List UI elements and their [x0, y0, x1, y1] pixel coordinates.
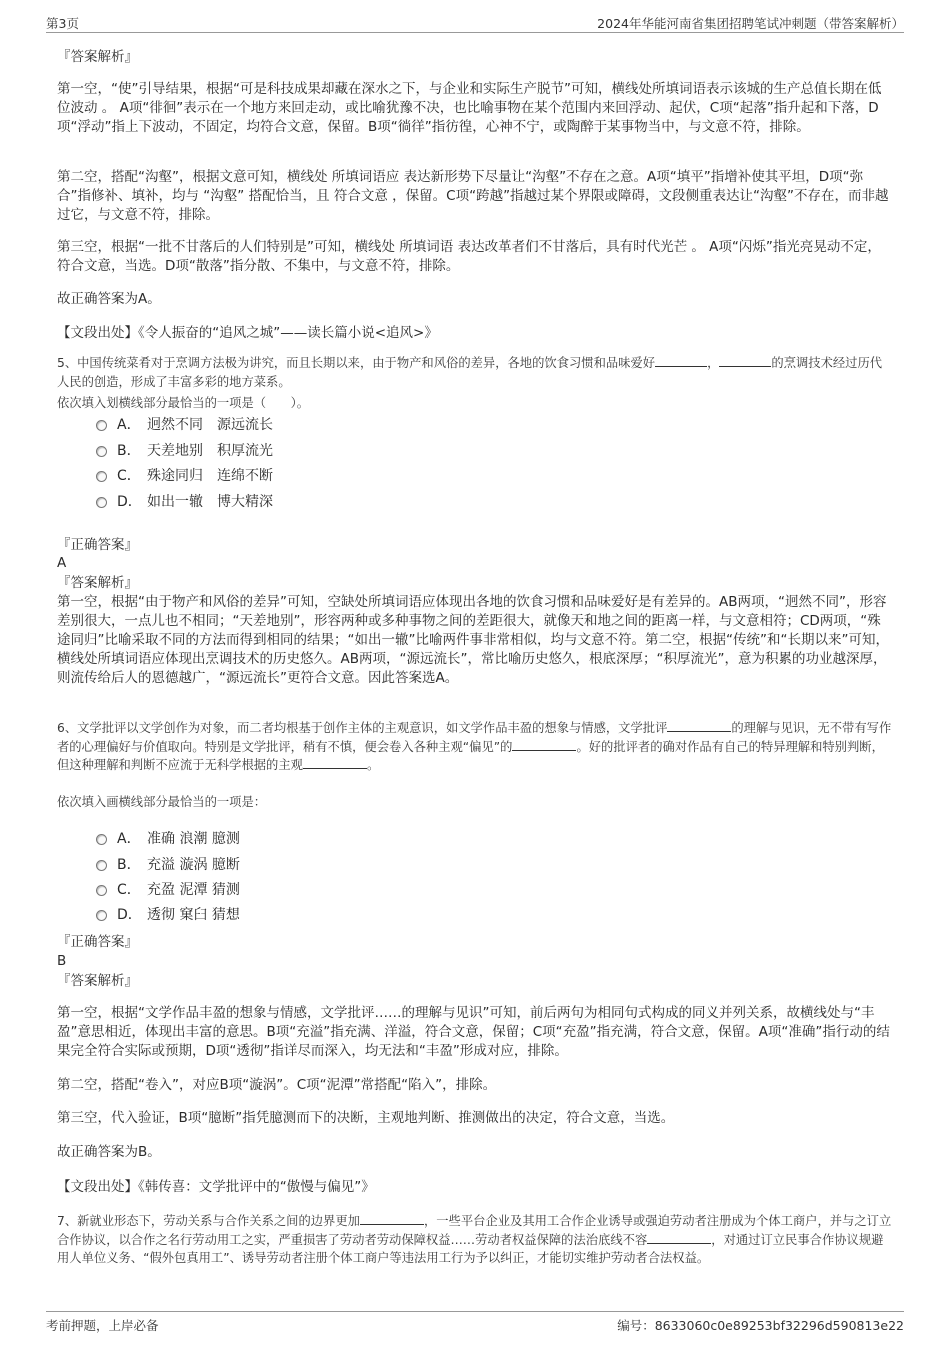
- q6-stem: 6、文学批评以文学创作为对象，而二者均根基于创作主体的主观意识，如文学作品丰盈的想象与情感，文学批评 的理解与见识，无不带有写作者的心理偏好与价值取向。特别是文学批评，稍有不慎，便会卷入各种主观“偏见”的 。好的批评者的确对作品有自己的特异理解和特别判断，但这种理解和判断不应流于无科学根据的主观 。: [57, 721, 892, 772]
- q6-option-a[interactable]: A． 准确 浪潮 臆测: [96, 829, 240, 849]
- radio-icon[interactable]: [96, 471, 107, 482]
- q5-stem: 5、中国传统菜肴对于烹调方法极为讲究，而且长期以来，由于物产和风俗的差异，各地的饮食习惯和品味爱好 ， 的烹调技术经过历代人民的创造，形成了丰富多彩的地方菜系。: [57, 356, 883, 389]
- q5-correct-answer: A: [57, 555, 67, 571]
- q5-correct-label: 『正确答案』: [57, 537, 138, 553]
- radio-icon[interactable]: [96, 446, 107, 457]
- q6-correct-label: 『正确答案』: [57, 934, 138, 950]
- radio-icon[interactable]: [96, 420, 107, 431]
- q5-option-a[interactable]: A． 迥然不同 源远流长: [96, 415, 273, 435]
- q5-analysis-label: 『答案解析』: [57, 575, 138, 591]
- page-header: [46, 12, 904, 33]
- blank: [303, 756, 367, 769]
- q5-option-c[interactable]: C． 殊途同归 连绵不断: [96, 466, 273, 486]
- q4-analysis-label: 『答案解析』: [57, 49, 138, 65]
- blank: [667, 719, 731, 732]
- q6-option-d[interactable]: D． 透彻 窠臼 猜想: [96, 905, 240, 925]
- q6-source: 【文段出处】《韩传喜：文学批评中的“傲慢与偏见”》: [57, 1179, 375, 1195]
- footer-serial: 编号：8633060c0e89253bf32296d590813e22: [617, 1318, 904, 1333]
- q6-analysis-p1: 第一空，根据“文学作品丰盈的想象与情感，文学批评……的理解与见识”可知，前后两句为相同句式构成的同义并列关系，故横线处与“丰盈”意思相近，体现出丰富的意思。B项“充溢”指充满、洋溢，符合文意，保留；C项“充盈”指充满，符合文意，保留。A项“准确”指行动的结果完全符合实际或预期，D项“透彻”指详尽而深入，均无法和“丰盈”形成对应，排除。: [57, 1005, 890, 1059]
- radio-icon[interactable]: [96, 497, 107, 508]
- q6-option-b[interactable]: B． 充溢 漩涡 臆断: [96, 855, 240, 875]
- q6-correct-answer: B: [57, 953, 67, 969]
- blank: [512, 738, 576, 751]
- q5-option-b[interactable]: B． 天差地别 积厚流光: [96, 441, 273, 461]
- q4-source: 【文段出处】《令人振奋的“追风之城”——读长篇小说<追风>》: [57, 325, 438, 341]
- page-number: 第3页: [46, 16, 79, 31]
- q4-conclusion: 故正确答案为A。: [57, 291, 161, 307]
- page-footer: [46, 1311, 904, 1334]
- blank: [655, 354, 707, 367]
- radio-icon[interactable]: [96, 885, 107, 896]
- q6-option-c[interactable]: C． 充盈 泥潭 猜测: [96, 880, 240, 900]
- radio-icon[interactable]: [96, 860, 107, 871]
- q4-analysis-p3: 第三空，根据“一批不甘落后的人们特别是”可知，横线处 所填词语 表达改革者们不甘落后，具有时代光芒 。 A项“闪烁”指光亮晃动不定，符合文意，当选。D项“散落”指分散、不集中，与文意不符，排除。: [57, 239, 881, 274]
- q6-analysis-label: 『答案解析』: [57, 973, 138, 989]
- radio-icon[interactable]: [96, 834, 107, 845]
- blank: [647, 1231, 711, 1244]
- q6-conclusion: 故正确答案为B。: [57, 1144, 161, 1160]
- footer-slogan: 考前押题，上岸必备: [46, 1318, 159, 1333]
- blank: [360, 1212, 424, 1225]
- document-title: 2024年华能河南省集团招聘笔试冲刺题（带答案解析）: [597, 16, 904, 31]
- q5-prompt: 依次填入划横线部分最恰当的一项是（ ）。: [57, 396, 310, 410]
- q4-analysis-p1: 第一空，“使”引导结果，根据“可是科技成果却藏在深水之下，与企业和实际生产脱节”可知，横线处所填词语表示该城的生产总值长期在低位波动 。 A项“徘徊”表示在一个地方来回走动，或比喻犹豫不决，也比喻事物在某个范围内来回浮动、起伏，C项“起落”指升起和下落，D项“浮动”指上下波动，不固定，均符合文意，保留。B项“徜徉”指彷徨，心神不宁，或陶醉于某事物当中，与文意不符，排除。: [57, 81, 882, 135]
- q6-analysis-p3: 第三空，代入验证，B项“臆断”指凭臆测而下的决断，主观地判断、推测做出的决定，符合文意，当选。: [57, 1110, 675, 1126]
- q7-stem: 7、新就业形态下，劳动关系与合作关系之间的边界更加 ，一些平台企业及其用工合作企业诱导或强迫劳动者注册成为个体工商户，并与之订立合作协议，以合作之名行劳动用工之实，严重损害了劳动者劳动保障权益……劳动者权益保障的法治底线不容 ，对通过订立民事合作协议规避用人单位义务、“假外包真用工”、诱导劳动者注册个体工商户等违法用工行为予以纠正，才能切实维护劳动者合法权益。: [57, 1214, 892, 1265]
- q4-analysis-p2: 第二空，搭配“沟壑”，根据文意可知，横线处 所填词语应 表达新形势下尽量让“沟壑”不存在之意。A项“填平”指增补使其平坦，D项“弥合”指修补、填补，均与 “沟壑” 搭配恰当，且 符合文意 ，保留。C项“跨越”指越过某个界限或障碍，文段侧重表达让“沟壑”不存在，而非越过它，与文意不符，排除。: [57, 169, 889, 223]
- q6-prompt: 依次填入画横线部分最恰当的一项是：: [57, 795, 267, 809]
- radio-icon[interactable]: [96, 910, 107, 921]
- q5-option-d[interactable]: D． 如出一辙 博大精深: [96, 492, 273, 512]
- q5-analysis: 第一空，根据“由于物产和风俗的差异”可知，空缺处所填词语应体现出各地的饮食习惯和品味爱好是有差异的。AB两项，“迥然不同”，形容差别很大，一点儿也不相同；“天差地别”，形容两种或多种事物之间的差距很大，就像天和地之间的距离一样，与文意相符；CD两项，“殊途同归”比喻采取不同的方法而得到相同的结果；“如出一辙”比喻两件事非常相似，均与文意不符。第二空，根据“传统”和“长期以来”可知，横线处所填词语应体现出烹调技术的历史悠久。AB两项，“源远流长”，常比喻历史悠久，根底深厚；“积厚流光”，意为积累的功业越深厚，则流传给后人的恩德越广，“源远流长”更符合文意。因此答案选A。: [57, 594, 889, 686]
- blank: [719, 354, 771, 367]
- q6-analysis-p2: 第二空，搭配“卷入”，对应B项“漩涡”。C项“泥潭”常搭配“陷入”，排除。: [57, 1077, 497, 1093]
